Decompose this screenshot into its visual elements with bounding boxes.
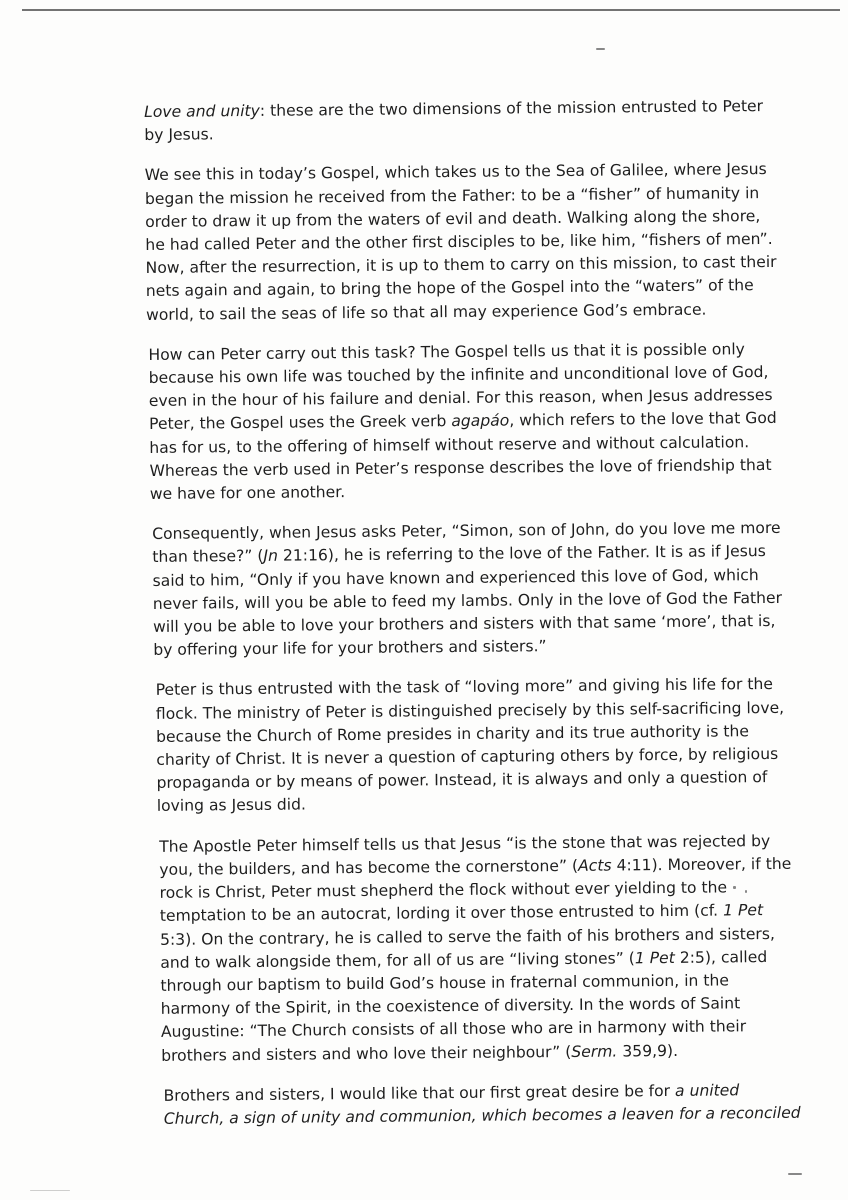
text-run: through our baptism to build God’s house in fraternal communion, in the [160, 971, 730, 995]
scan-speck [788, 1173, 802, 1175]
text-line [163, 1102, 801, 1131]
paragraph-5 [155, 674, 785, 819]
text-run: order to draw it up from the waters of evil and death. Walking along the shore, [145, 206, 761, 231]
text-run: brothers and sisters and who love their neighbour” ( [161, 1042, 572, 1065]
text-run: harmony of the Spirit, in the coexistence of diversity. In the words of Saint [160, 994, 741, 1018]
text-run: began the mission he received from the Father: to be a “fisher” of humanity in [144, 183, 760, 208]
paragraph-7 [163, 1079, 801, 1131]
text-run: because his own life was touched by the infinite and unconditional love of God, [148, 363, 769, 387]
paragraph-2 [144, 159, 777, 327]
text-run: loving as Jesus did. [156, 795, 307, 816]
text-run: even in the hour of his failure and denial. For this reason, when Jesus addresses [148, 386, 773, 411]
italic-text: Acts [578, 856, 612, 875]
text-run: Augustine: “The Church consists of all those who are in harmony with their [160, 1017, 747, 1042]
document-body [144, 95, 801, 1148]
text-run: : these are the two dimensions of the mission entrusted to Peter [259, 97, 764, 120]
text-run: flock. The ministry of Peter is distinguished precisely by this self-sacrificing love, [155, 698, 785, 723]
scan-speck [596, 48, 605, 50]
text-run: 359,9). [617, 1041, 679, 1061]
text-run: because the Church of Rome presides in charity and its true authority is the [156, 722, 750, 746]
text-run: 4:11). Moreover, if the [611, 854, 792, 875]
text-line [153, 634, 725, 663]
text-run: charity of Christ. It is never a question of capturing others by force, by religious [156, 745, 779, 769]
scan-speck [745, 890, 747, 893]
text-line [150, 478, 724, 507]
italic-text: Church, a sign of unity and communion, which becomes a leaven for a reconciled [163, 1103, 801, 1128]
text-run: , which refers to the love that God [509, 409, 777, 430]
text-run: 5:3). On the contrary, he is called to serve the faith of his brothers and sisters, [159, 924, 775, 949]
text-run: world, to sail the seas of life so that all may experience God’s embrace. [145, 300, 707, 324]
text-run: nets again and again, to bring the hope of the Gospel into the “waters” of the [145, 276, 754, 301]
text-run: will you be able to love your brothers and sisters with that same ‘more’, that is, [152, 612, 776, 636]
text-run: than these?” ( [152, 547, 264, 567]
italic-text: a united [674, 1081, 740, 1100]
text-run: by Jesus. [144, 125, 214, 145]
paragraph-1 [144, 95, 764, 147]
text-run: 2:5), called [674, 947, 768, 967]
text-run: Whereas the verb used in Peter’s response describes the love of friendship that [149, 455, 772, 480]
text-run: The Apostle Peter himself tells us that Jesus “is the stone that was rejected by [159, 831, 771, 856]
italic-text: agapáo [451, 411, 510, 431]
text-line [157, 790, 727, 819]
text-run: temptation to be an autocrat, lording it over those entrusted to him (cf. [159, 901, 724, 926]
text-run: We see this in today’s Gospel, which takes us to the Sea of Galilee, where Jesus [144, 160, 767, 185]
text-run: Peter, the Gospel uses the Greek verb [149, 412, 452, 434]
italic-text: Serm. [571, 1042, 618, 1061]
text-run: we have for one another. [149, 483, 346, 504]
text-run: has for us, to the offering of himself without reserve and without calculation. [149, 432, 750, 457]
text-run: rock is Christ, Peter must shepherd the flock without ever yielding to the [159, 878, 728, 902]
top-rule [22, 9, 840, 11]
italic-text: 1 Pet [634, 948, 675, 968]
text-run: Peter is thus entrusted with the task of “loving more” and giving his life for the [155, 675, 774, 700]
paragraph-4 [152, 518, 783, 663]
text-run: How can Peter carry out this task? The Gospel tells us that it is possible only [148, 340, 745, 364]
text-run: Now, after the resurrection, it is up to them to carry on this mission, to cast their [145, 253, 777, 278]
italic-text: 1 Pet [722, 901, 764, 920]
scan-speck [30, 1190, 70, 1191]
italic-text: Jn [263, 547, 279, 566]
text-run: 21:16), he is referring to the love of the Father. It is as if Jesus [277, 542, 766, 566]
text-run: and to walk alongside them, for all of us are “living stones” ( [160, 949, 635, 972]
scan-speck [733, 886, 736, 889]
paragraph-3 [148, 338, 777, 506]
text-run: by offering your life for your brothers and sisters.” [153, 637, 547, 660]
text-line [161, 1039, 729, 1068]
text-run: he had called Peter and the other first disciples to be, like him, “fishers of men”. [145, 229, 773, 255]
text-run: said to him, “Only if you have known and experienced this love of God, which [152, 565, 759, 590]
paragraph-6 [159, 830, 792, 1067]
text-run: Brothers and sisters, I would like that our first great desire be for [163, 1081, 676, 1105]
italic-text: Love and unity [144, 101, 260, 121]
text-line [146, 298, 722, 327]
text-run: Consequently, when Jesus asks Peter, “Simon, son of John, do you love me more [152, 519, 781, 544]
text-run: propaganda or by means of power. Instead, it is always and only a question of [156, 768, 768, 793]
text-run: never fails, will you be able to feed my lambs. Only in the love of God the Father [152, 588, 783, 613]
text-run: you, the builders, and has become the cornerstone” ( [159, 856, 579, 879]
